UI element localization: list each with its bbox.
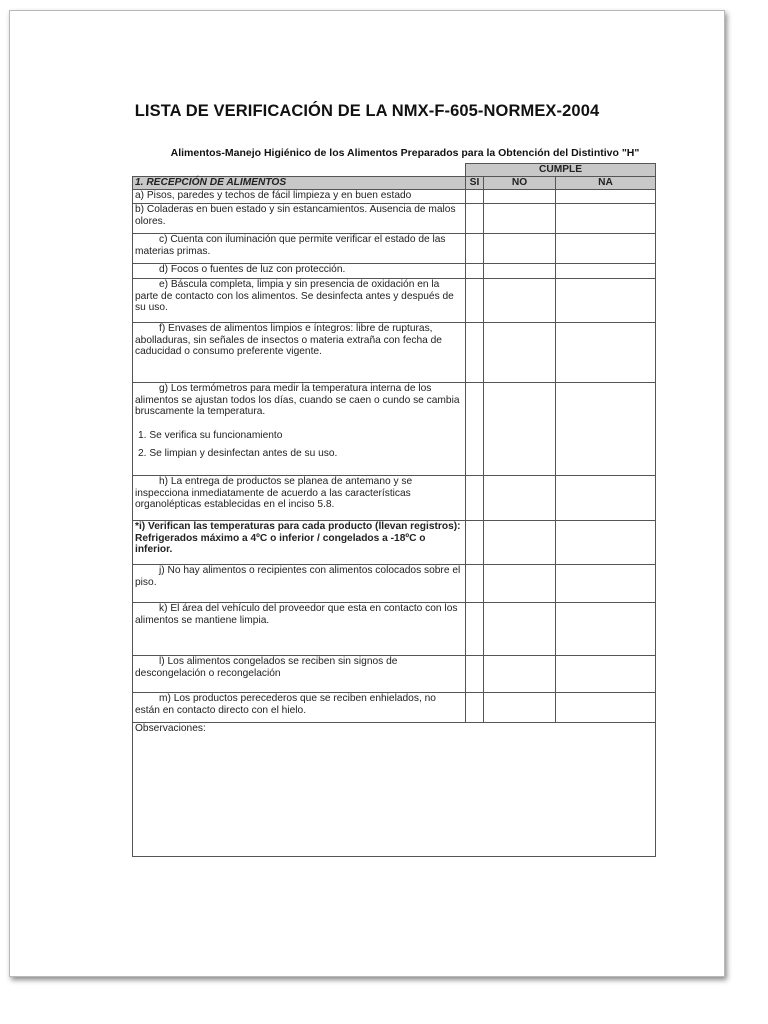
item-k-si[interactable] — [466, 603, 484, 656]
item-j: j) No hay alimentos o recipientes con alimentos colocados sobre el piso. — [133, 565, 466, 603]
item-h: h) La entrega de productos se planea de antemano y se inspecciona inmediatamente de acuerdo a las características organolépticas establecidas en el inciso 5.8. — [133, 476, 466, 521]
item-i-no[interactable] — [484, 521, 556, 565]
item-b-no[interactable] — [484, 204, 556, 234]
item-l-si[interactable] — [466, 656, 484, 693]
item-f: f) Envases de alimentos limpios e íntegros: libre de rupturas, abolladuras, sin señales de insectos o materia extraña con fecha de caducidad o consumo preferente vigente. — [133, 323, 466, 383]
item-b: b) Coladeras en buen estado y sin estancamientos. Ausencia de malos olores. — [133, 204, 466, 234]
item-b-si[interactable] — [466, 204, 484, 234]
item-a-na[interactable] — [556, 190, 656, 204]
item-e-no[interactable] — [484, 279, 556, 323]
item-g1-no[interactable] — [484, 426, 556, 444]
page-title: LISTA DE VERIFICACIÓN DE LA NMX-F-605-NORMEX-2004 — [134, 102, 600, 120]
item-e: e) Báscula completa, limpia y sin presencia de oxidación en la parte de contacto con los alimentos. Se desinfecta antes y después de su uso. — [133, 279, 466, 323]
item-h-na[interactable] — [556, 476, 656, 521]
item-a-si[interactable] — [466, 190, 484, 204]
item-c-si[interactable] — [466, 234, 484, 264]
item-f-no[interactable] — [484, 323, 556, 383]
item-g-na[interactable] — [556, 383, 656, 426]
item-m-no[interactable] — [484, 693, 556, 723]
item-c-na[interactable] — [556, 234, 656, 264]
item-l-na[interactable] — [556, 656, 656, 693]
document-page — [9, 10, 725, 977]
item-i: *i) Verifican las temperaturas para cada producto (llevan registros): Refrigerados máximo a 4ºC o inferior / congelados a -18ºC o inferior. — [133, 521, 466, 565]
item-k-na[interactable] — [556, 603, 656, 656]
item-g2-si[interactable] — [466, 444, 484, 476]
item-g-2: 2. Se limpian y desinfectan antes de su uso. — [133, 444, 466, 476]
item-d-na[interactable] — [556, 264, 656, 279]
item-j-no[interactable] — [484, 565, 556, 603]
section-header: 1. RECEPCIÓN DE ALIMENTOS — [133, 177, 466, 190]
item-h-si[interactable] — [466, 476, 484, 521]
item-k-no[interactable] — [484, 603, 556, 656]
item-g-no[interactable] — [484, 383, 556, 426]
item-d-si[interactable] — [466, 264, 484, 279]
item-i-na[interactable] — [556, 521, 656, 565]
item-h-no[interactable] — [484, 476, 556, 521]
item-a-no[interactable] — [484, 190, 556, 204]
item-g-1: 1. Se verifica su funcionamiento — [133, 426, 466, 444]
item-g1-si[interactable] — [466, 426, 484, 444]
col-si-header: SI — [466, 177, 484, 190]
item-f-si[interactable] — [466, 323, 484, 383]
item-m-si[interactable] — [466, 693, 484, 723]
item-j-si[interactable] — [466, 565, 484, 603]
item-l-no[interactable] — [484, 656, 556, 693]
item-g-si[interactable] — [466, 383, 484, 426]
cumple-header: CUMPLE — [466, 164, 656, 177]
item-m-na[interactable] — [556, 693, 656, 723]
item-e-si[interactable] — [466, 279, 484, 323]
observaciones-field[interactable]: Observaciones: — [133, 723, 656, 857]
verification-table — [132, 163, 656, 857]
item-g: g) Los termómetros para medir la temperatura interna de los alimentos se ajustan todos los días, cuando se caen o cundo se cambia bruscamente la temperatura. — [133, 383, 466, 426]
col-no-header: NO — [484, 177, 556, 190]
item-e-na[interactable] — [556, 279, 656, 323]
item-g2-na[interactable] — [556, 444, 656, 476]
item-b-na[interactable] — [556, 204, 656, 234]
item-i-si[interactable] — [466, 521, 484, 565]
item-c: c) Cuenta con iluminación que permite verificar el estado de las materias primas. — [133, 234, 466, 264]
item-k: k) El área del vehículo del proveedor que esta en contacto con los alimentos se mantiene limpia. — [133, 603, 466, 656]
item-a: a) Pisos, paredes y techos de fácil limpieza y en buen estado — [133, 190, 466, 204]
item-f-na[interactable] — [556, 323, 656, 383]
item-l: l) Los alimentos congelados se reciben sin signos de descongelación o recongelación — [133, 656, 466, 693]
col-na-header: NA — [556, 177, 656, 190]
item-c-no[interactable] — [484, 234, 556, 264]
item-j-na[interactable] — [556, 565, 656, 603]
item-m: m) Los productos perecederos que se reciben enhielados, no están en contacto directo con el hielo. — [133, 693, 466, 723]
item-g2-no[interactable] — [484, 444, 556, 476]
item-g1-na[interactable] — [556, 426, 656, 444]
item-d: d) Focos o fuentes de luz con protección. — [133, 264, 466, 279]
item-d-no[interactable] — [484, 264, 556, 279]
page-subtitle: Alimentos-Manejo Higiénico de los Alimentos Preparados para la Obtención del Distintivo "H" — [170, 147, 640, 159]
